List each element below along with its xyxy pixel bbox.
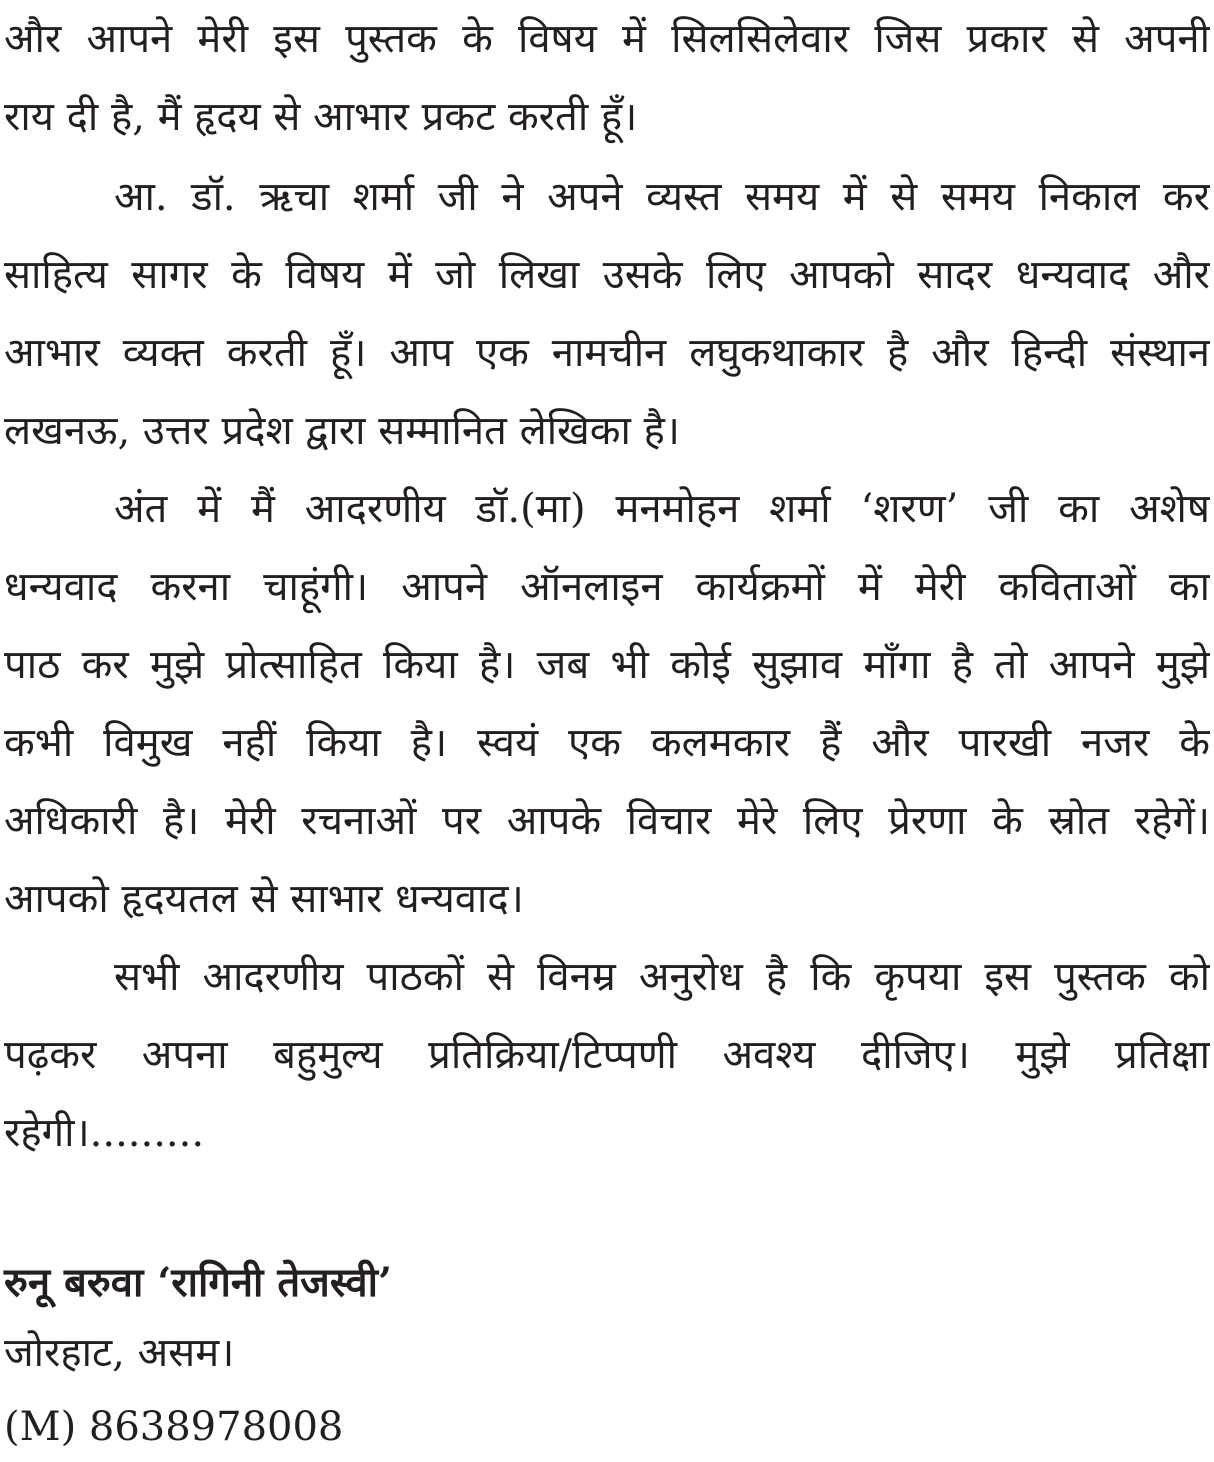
paragraph-line: पाठ कर मुझे प्रोत्साहित किया है। जब भी कोई सुझाव माँगा है तो आपने मुझे bbox=[4, 642, 1210, 688]
paragraph-line: साहित्य सागर के विषय में जो लिखा उसके लिए आपको सादर धन्यवाद और bbox=[4, 252, 1210, 298]
paragraph-line: आ. डॉ. ऋचा शर्मा जी ने अपने व्यस्त समय में से समय निकाल कर bbox=[114, 174, 1210, 220]
author-name: रुनू बरुवा ‘रागिनी तेजस्वी’ bbox=[4, 1259, 392, 1306]
paragraph-line: धन्यवाद करना चाहूंगी। आपने ऑनलाइन कार्यक्रमों में मेरी कविताओं का bbox=[4, 564, 1210, 610]
paragraph-line: अंत में मैं आदरणीय डॉ.(मा) मनमोहन शर्मा ‘शरण’ जी का अशेष bbox=[114, 486, 1210, 532]
paragraph-line: रहेगी।......... bbox=[4, 1110, 205, 1156]
author-mobile: (M) 8638978008 bbox=[4, 1404, 344, 1450]
paragraph-line: कभी विमुख नहीं किया है। स्वयं एक कलमकार हैं और पारखी नजर के bbox=[4, 720, 1210, 766]
paragraph-line: लखनऊ, उत्तर प्रदेश द्वारा सम्मानित लेखिका है। bbox=[4, 408, 680, 454]
paragraph-line: सभी आदरणीय पाठकों से विनम्र अनुरोध है कि कृपया इस पुस्तक को bbox=[114, 954, 1210, 1000]
paragraph-line: और आपने मेरी इस पुस्तक के विषय में सिलसिलेवार जिस प्रकार से अपनी bbox=[4, 16, 1210, 62]
paragraph-line: आपको हृदयतल से साभार धन्यवाद। bbox=[4, 876, 524, 922]
paragraph-line: अधिकारी है। मेरी रचनाओं पर आपके विचार मेरे लिए प्रेरणा के स्रोत रहेगें। bbox=[4, 798, 1210, 844]
author-place: जोरहाट, असम। bbox=[4, 1330, 235, 1376]
paragraph-line: राय दी है, मैं हृदय से आभार प्रकट करती हूँ। bbox=[4, 94, 638, 140]
paragraph-line: आभार व्यक्त करती हूँ। आप एक नामचीन लघुकथाकार है और हिन्दी संस्थान bbox=[4, 330, 1210, 376]
paragraph-line: पढ़कर अपना बहुमुल्य प्रतिक्रिया/टिप्पणी अवश्य दीजिए। मुझे प्रतिक्षा bbox=[4, 1032, 1210, 1078]
